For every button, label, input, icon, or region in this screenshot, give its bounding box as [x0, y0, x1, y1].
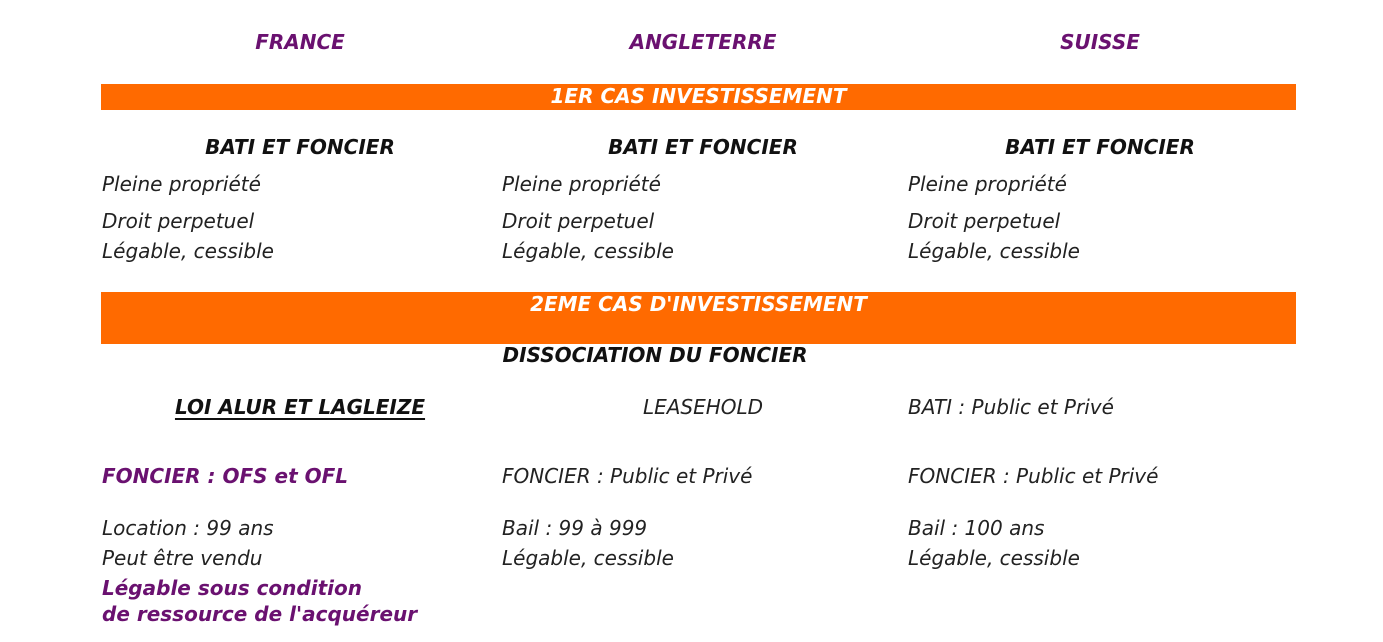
case1-banner: 1ER CAS INVESTISSEMENT	[101, 84, 1296, 110]
france-condition-2: de ressource de l'acquéreur	[102, 602, 418, 626]
angleterre-leasehold: LEASEHOLD	[642, 395, 764, 419]
suisse-detail-2: Légable, cessible	[908, 546, 1080, 570]
suisse-detail-1: Bail : 100 ans	[908, 516, 1045, 540]
france-condition-1: Légable sous condition	[102, 576, 362, 600]
case1-france-line-1: Pleine propriété	[102, 172, 261, 196]
france-law-title: LOI ALUR ET LAGLEIZE	[174, 395, 426, 419]
country-angleterre: ANGLETERRE	[629, 30, 777, 54]
case1-france-heading: BATI ET FONCIER	[205, 135, 395, 159]
case2-banner	[101, 292, 1296, 344]
case1-angleterre-line-3: Légable, cessible	[502, 239, 674, 263]
france-detail-1: Location : 99 ans	[102, 516, 274, 540]
country-suisse: SUISSE	[1060, 30, 1140, 54]
suisse-bati: BATI : Public et Privé	[908, 395, 1114, 419]
case1-suisse-heading: BATI ET FONCIER	[1005, 135, 1195, 159]
case2-banner-text: 2EME CAS D'INVESTISSEMENT	[530, 292, 867, 316]
case1-angleterre-line-2: Droit perpetuel	[502, 209, 655, 233]
case1-angleterre-line-1: Pleine propriété	[502, 172, 661, 196]
case1-angleterre-heading: BATI ET FONCIER	[608, 135, 798, 159]
case1-suisse-line-1: Pleine propriété	[908, 172, 1067, 196]
case2-subtitle: DISSOCIATION DU FONCIER	[502, 343, 808, 367]
angleterre-detail-2: Légable, cessible	[502, 546, 674, 570]
suisse-foncier: FONCIER : Public et Privé	[908, 464, 1159, 488]
case1-france-line-2: Droit perpetuel	[102, 209, 255, 233]
country-france: FRANCE	[255, 30, 345, 54]
angleterre-detail-1: Bail : 99 à 999	[502, 516, 648, 540]
case1-suisse-line-2: Droit perpetuel	[908, 209, 1061, 233]
france-detail-2: Peut être vendu	[102, 546, 263, 570]
case1-suisse-line-3: Légable, cessible	[908, 239, 1080, 263]
case1-france-line-3: Légable, cessible	[102, 239, 274, 263]
france-foncier: FONCIER : OFS et OFL	[102, 464, 349, 488]
angleterre-foncier: FONCIER : Public et Privé	[502, 464, 753, 488]
